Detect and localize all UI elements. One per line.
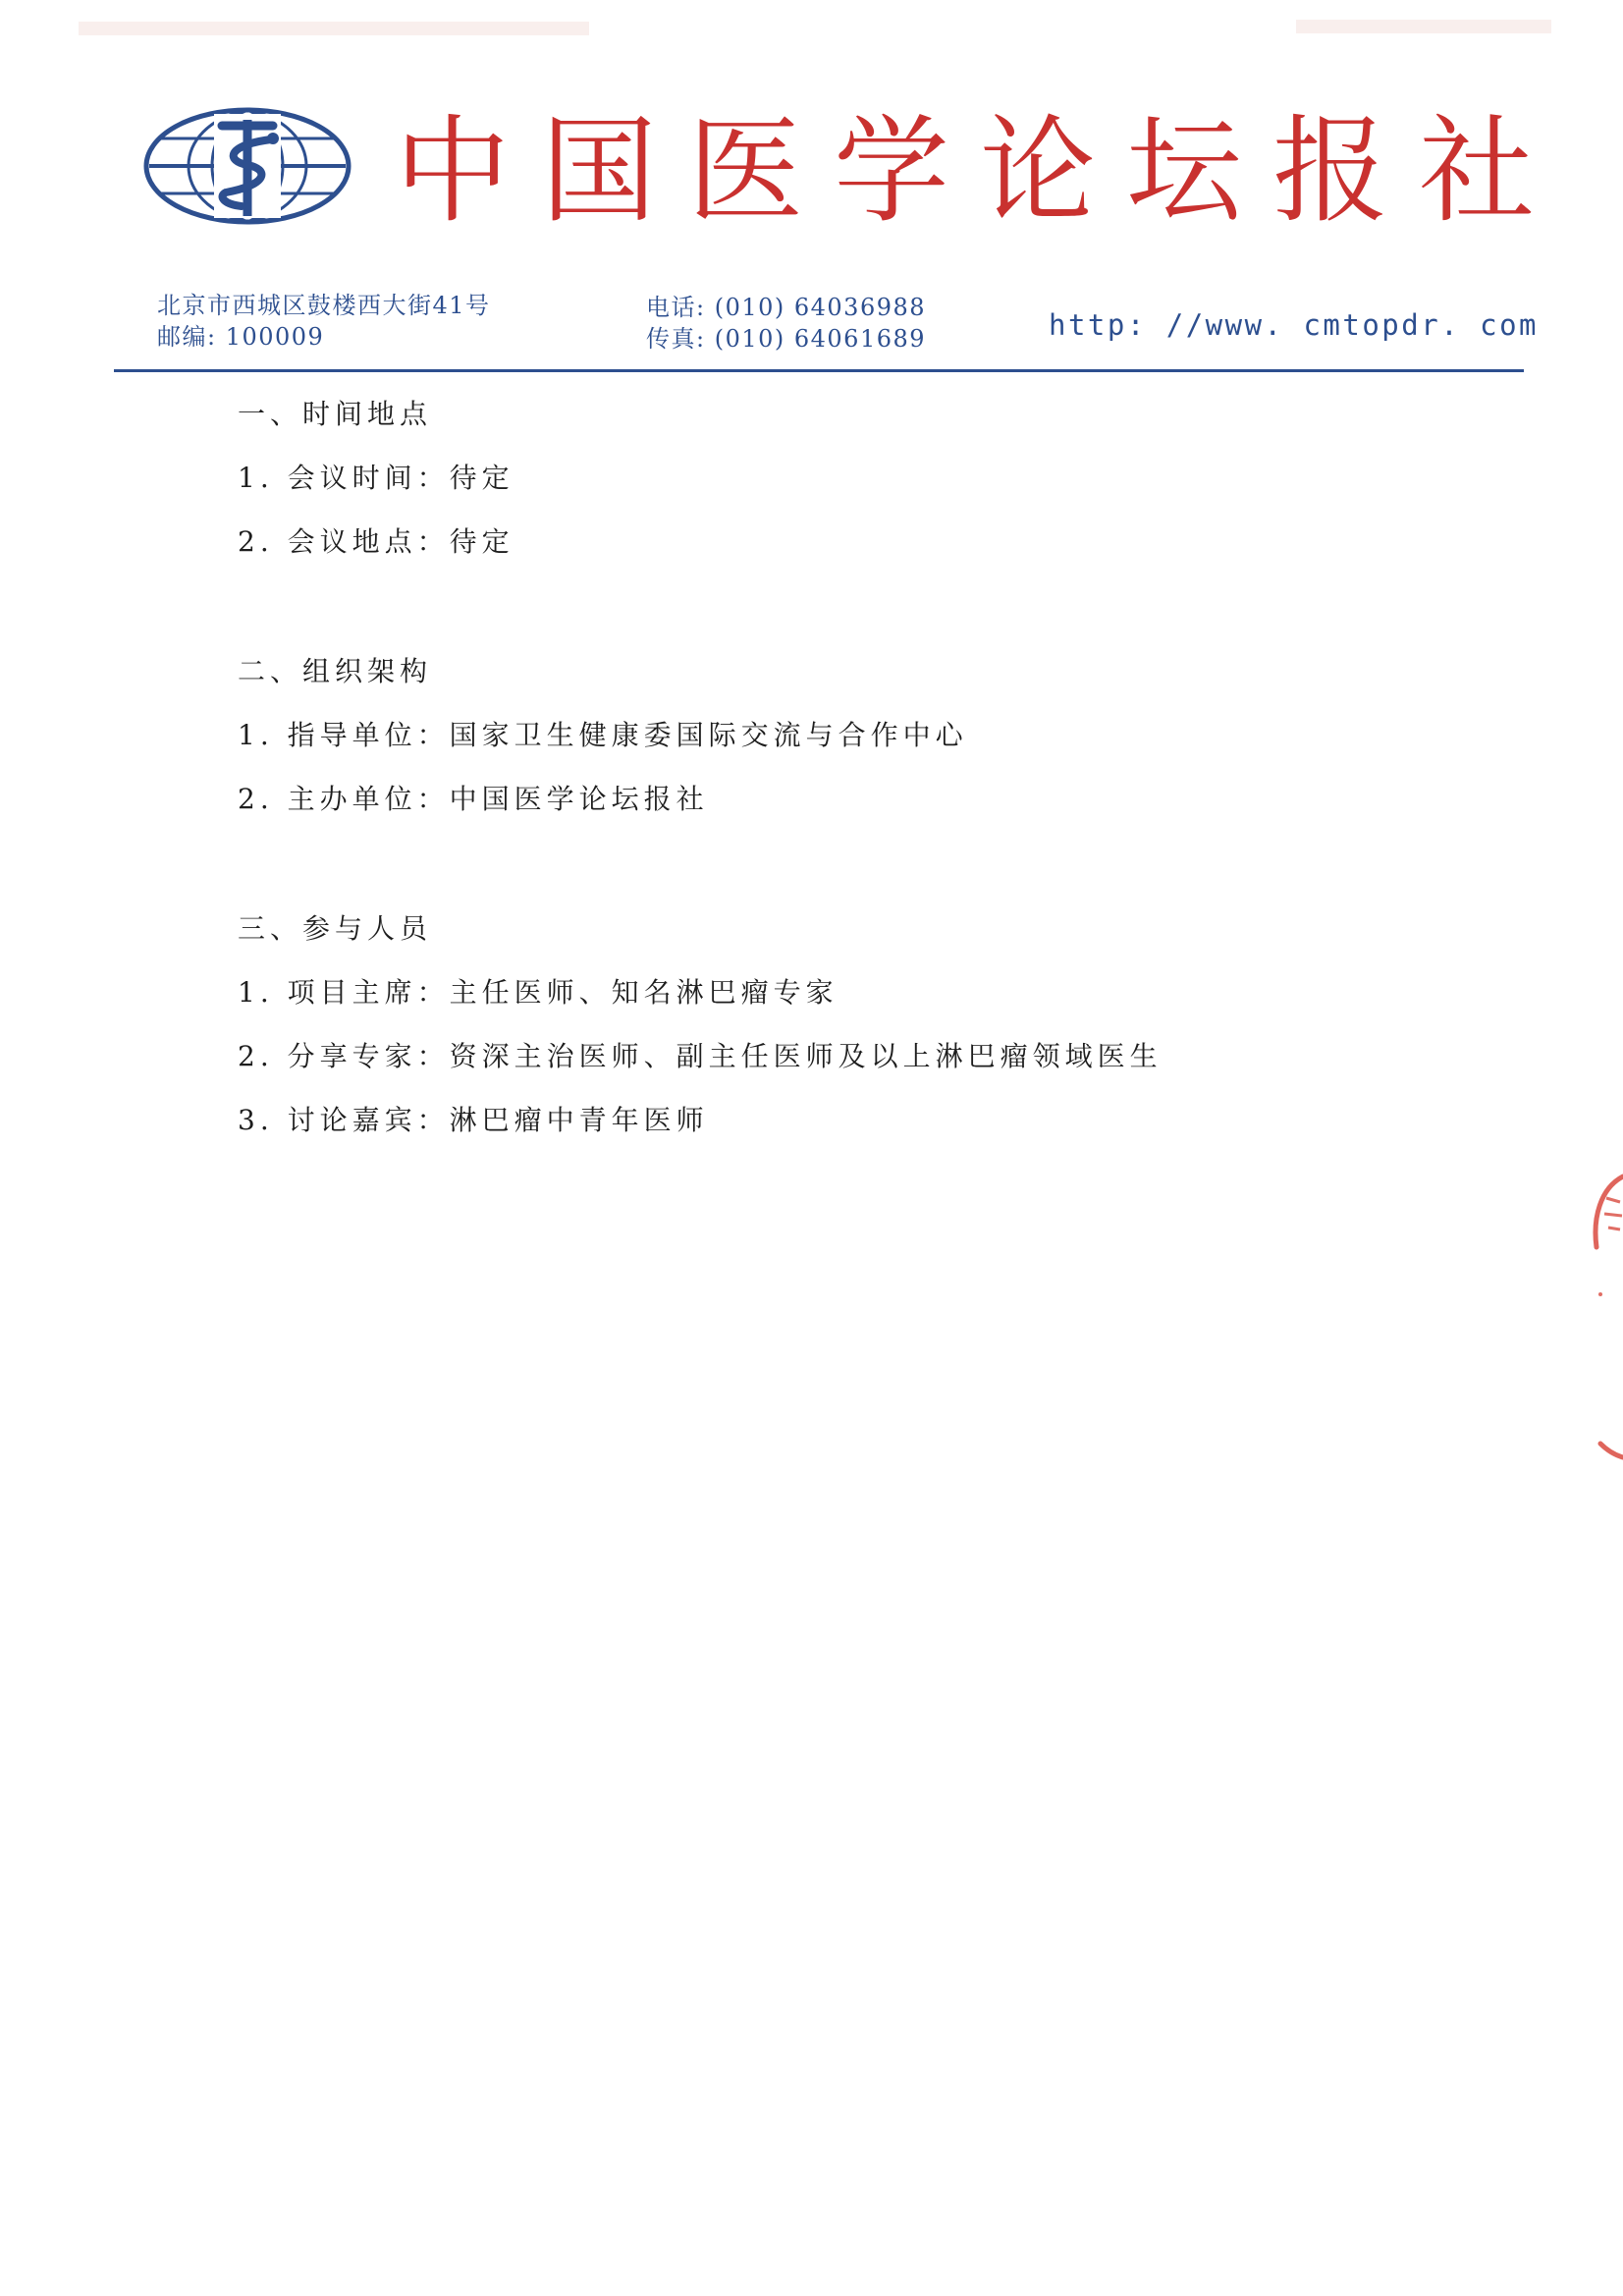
globe-caduceus-logo-icon xyxy=(143,106,352,226)
address-text: 北京市西城区鼓楼西大街41号 xyxy=(157,292,491,319)
organization-name: 中国医学论坛报社 xyxy=(395,103,1566,239)
section-heading: 三、参与人员 xyxy=(238,912,433,945)
list-item: 2. 主办单位：中国医学论坛报社 xyxy=(238,783,709,815)
section-heading: 一、时间地点 xyxy=(238,398,433,430)
list-item: 2. 会议地点：待定 xyxy=(238,525,514,558)
list-item: 3. 讨论嘉宾：淋巴瘤中青年医师 xyxy=(238,1104,709,1136)
list-item: 1. 指导单位：国家卫生健康委国际交流与合作中心 xyxy=(238,719,968,751)
phone-fax-block xyxy=(646,292,926,355)
list-item: 1. 会议时间：待定 xyxy=(238,462,514,494)
fax-text: 传真: (010) 64061689 xyxy=(646,325,927,353)
section-heading: 二、组织架构 xyxy=(238,655,433,687)
seal-stamp-fragment-icon xyxy=(1571,1159,1623,1473)
list-item: 2. 分享专家：资深主治医师、副主任医师及以上淋巴瘤领域医生 xyxy=(238,1040,1163,1072)
letterhead xyxy=(0,0,1623,393)
phone-text: 电话: (010) 64036988 xyxy=(646,294,927,321)
postcode-text: 邮编: 100009 xyxy=(157,323,325,351)
address-block xyxy=(157,290,491,353)
header-divider xyxy=(114,369,1524,372)
list-item: 1. 项目主席：主任医师、知名淋巴瘤专家 xyxy=(238,976,839,1009)
website-link[interactable]: http: //www. cmtopdr. com xyxy=(1049,308,1539,342)
